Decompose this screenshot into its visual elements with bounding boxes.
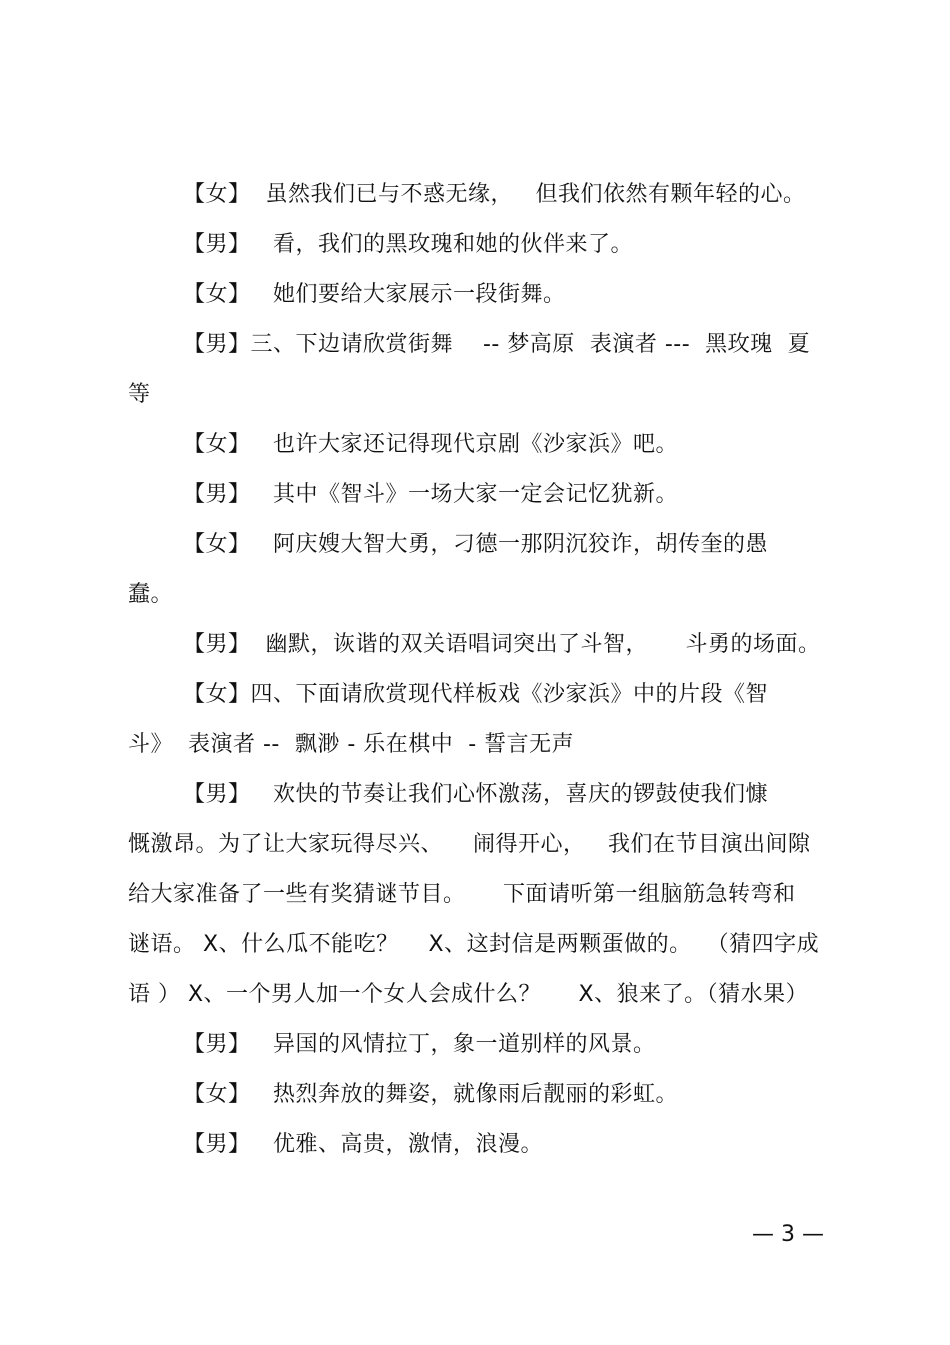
text-line: 【女】四、下面请欣赏现代样板戏《沙家浜》中的片段《智: [183, 682, 769, 707]
text-line: 【男】 幽默，诙谐的双关语唱词突出了斗智， 斗勇的场面。: [183, 632, 821, 657]
text-line: 谜语。 X、什么瓜不能吃？ X、这封信是两颗蛋做的。 （猜四字成: [128, 932, 820, 957]
page-number: — 3 —: [752, 1222, 824, 1247]
text-line: 【男】三、下边请欣赏街舞 -- 梦高原 表演者 --- 黑玫瑰 夏: [183, 332, 811, 357]
text-line: 斗》 表演者 -- 飘渺 - 乐在棋中 - 誓言无声: [128, 732, 575, 757]
text-line: 等: [128, 382, 151, 407]
text-line: 慨激昂。为了让大家玩得尽兴、 闹得开心， 我们在节目演出间隙: [128, 832, 811, 857]
text-line: 【男】 其中《智斗》一场大家一定会记忆犹新。: [183, 482, 678, 507]
text-line: 【女】 她们要给大家展示一段街舞。: [183, 282, 566, 307]
text-line: 【男】 优雅、高贵，激情，浪漫。: [183, 1132, 543, 1157]
text-line: 给大家准备了一些有奖猜谜节目。 下面请听第一组脑筋急转弯和: [128, 882, 796, 907]
text-line: 【女】 热烈奔放的舞姿，就像雨后靓丽的彩虹。: [183, 1082, 678, 1107]
text-line: 蠢。: [128, 582, 174, 607]
text-line: 【男】 看，我们的黑玫瑰和她的伙伴来了。: [183, 232, 633, 257]
text-line: 语 ） X、一个男人加一个女人会成什么？ X、狼来了。（猜水果）: [128, 982, 809, 1007]
text-line: 【女】 也许大家还记得现代京剧《沙家浜》吧。: [183, 432, 678, 457]
text-line: 【女】 虽然我们已与不惑无缘， 但我们依然有颗年轻的心。: [183, 182, 806, 207]
text-line: 【女】 阿庆嫂大智大勇，刁德一那阴沉狡诈，胡传奎的愚: [183, 532, 768, 557]
text-line: 【男】 欢快的节奏让我们心怀激荡，喜庆的锣鼓使我们慷: [183, 782, 768, 807]
text-line: 【男】 异国的风情拉丁，象一道别样的风景。: [183, 1032, 656, 1057]
